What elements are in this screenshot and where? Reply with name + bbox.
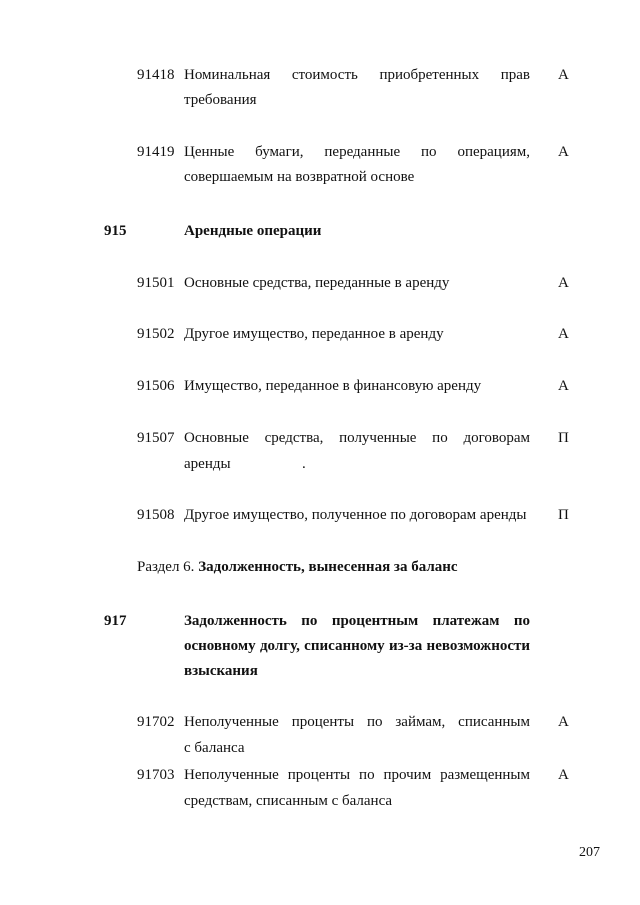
group-title-continuation: основному долгу, списанному из-за невозможности — [184, 638, 530, 654]
account-side: А — [558, 767, 569, 783]
group-title: Задолженность по процентным платежам по — [184, 613, 530, 629]
account-code: 91418 — [137, 67, 175, 83]
account-side: А — [558, 144, 569, 160]
account-code: 91508 — [137, 507, 175, 523]
account-name: Номинальная стоимость приобретенных прав — [184, 67, 530, 83]
account-name-continuation: с баланса — [184, 740, 245, 756]
account-name: Неполученные проценты по займам, списанным — [184, 714, 530, 730]
account-name-continuation: совершаемым на возвратной основе — [184, 169, 415, 185]
account-side: А — [558, 67, 569, 83]
account-name-continuation: требования — [184, 92, 257, 108]
account-code: 91507 — [137, 430, 175, 446]
group-title-continuation: взыскания — [184, 663, 258, 679]
account-side: А — [558, 326, 569, 342]
account-side: А — [558, 714, 569, 730]
account-name: Ценные бумаги, переданные по операциям, — [184, 144, 530, 160]
account-code: 91501 — [137, 275, 175, 291]
account-code: 91702 — [137, 714, 175, 730]
account-side: П — [558, 430, 569, 446]
account-name: Имущество, переданное в финансовую аренду — [184, 378, 482, 394]
account-code: 91506 — [137, 378, 175, 394]
account-name: Основные средства, полученные по договорам — [184, 430, 530, 446]
account-side: А — [558, 378, 569, 394]
account-code: 91502 — [137, 326, 175, 342]
account-name: Другое имущество, переданное в аренду — [184, 326, 444, 342]
account-name: Неполученные проценты по прочим размещенным — [184, 767, 530, 783]
group-code: 917 — [104, 613, 127, 629]
section-heading — [137, 557, 458, 577]
page-number: 207 — [579, 845, 600, 860]
account-name: Основные средства, переданные в аренду — [184, 275, 450, 291]
account-side: А — [558, 275, 569, 291]
section-prefix: Раздел 6. — [137, 559, 195, 575]
account-code: 91419 — [137, 144, 175, 160]
account-code: 91703 — [137, 767, 175, 783]
account-side: П — [558, 507, 569, 523]
group-code: 915 — [104, 223, 127, 239]
section-title: Задолженность, вынесенная за баланс — [198, 559, 458, 575]
account-name-continuation: аренды — [184, 456, 231, 472]
group-title: Арендные операции — [184, 223, 322, 239]
account-name-continuation: средствам, списанным с баланса — [184, 793, 393, 809]
stray-dot: . — [302, 456, 306, 472]
account-name: Другое имущество, полученное по договорам аренды — [184, 507, 527, 523]
